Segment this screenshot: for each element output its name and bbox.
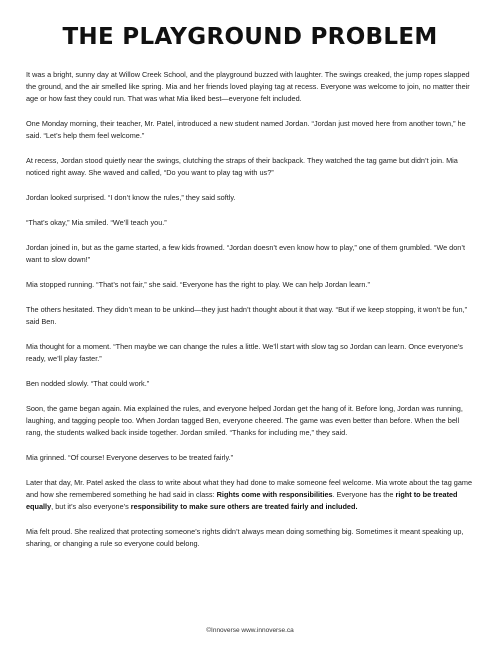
page-title: THE PLAYGROUND PROBLEM	[62, 24, 438, 50]
text-run: Mia stopped running. “That’s not fair,” she said. “Everyone has the right to play. We can help Jordan learn.”	[26, 280, 370, 289]
bold-phrase: Rights come with responsibilities	[216, 490, 333, 499]
text-run: , but it’s also everyone’s	[51, 502, 131, 511]
story-paragraph	[26, 192, 476, 204]
text-run: . Everyone has the	[332, 490, 396, 499]
story-paragraph	[26, 304, 476, 328]
story-paragraph	[26, 217, 476, 229]
text-run: Ben nodded slowly. “That could work.”	[26, 379, 150, 388]
bold-phrase: responsibility to make sure others are treated fairly and included.	[130, 502, 358, 511]
text-run: Jordan joined in, but as the game started, a few kids frowned. “Jordan doesn’t even know how to play,” one of them grumbled. “We don’t want to slow down!”	[26, 243, 466, 264]
story-paragraph	[26, 279, 476, 291]
story-paragraph	[26, 69, 476, 105]
story-paragraph	[26, 452, 476, 464]
text-run: One Monday morning, their teacher, Mr. Patel, introduced a new student named Jordan. “Jordan just moved here from another town,” he said. “Let’s help them feel welcome.”	[26, 119, 466, 140]
text-run: Mia grinned. “Of course! Everyone deserves to be treated fairly.”	[26, 453, 234, 462]
story-body	[26, 69, 476, 563]
story-paragraph	[26, 118, 476, 142]
text-run: Jordan looked surprised. “I don’t know the rules,” they said softly.	[26, 193, 236, 202]
text-run: “That’s okay,” Mia smiled. “We’ll teach you.”	[26, 218, 167, 227]
text-run: Soon, the game began again. Mia explained the rules, and everyone helped Jordan get the hang of it. Before long, Jordan was running, laughing, and tagging people too. When Jordan tagged Ben, everyone cheered. The game was even better than before. When the bell rang, the students walked back inside together. Jordan smiled. “Thanks for including me,” they said.	[26, 404, 463, 437]
story-paragraph	[26, 341, 476, 365]
text-run: Mia felt proud. She realized that protecting someone’s rights didn’t always mean doing something big. Sometimes it meant speaking up, sharing, or changing a rule so everyone could belong.	[26, 527, 464, 548]
story-paragraph	[26, 378, 476, 390]
text-run: It was a bright, sunny day at Willow Creek School, and the playground buzzed with laughter. The swings creaked, the jump ropes slapped the ground, and the air smelled like spring. Mia and her friends loved playing tag at recess. Everyone was welcome to join, no matter their age or how fast they could run. That was what Mia liked best—everyone felt included.	[26, 70, 470, 103]
story-paragraph	[26, 477, 476, 513]
story-paragraph	[26, 403, 476, 439]
story-paragraph	[26, 155, 476, 179]
text-run: The others hesitated. They didn’t mean to be unkind—they just hadn’t thought about it that way. “But if we keep stopping, it won’t be fun,” said Ben.	[26, 305, 468, 326]
page-footer: ©Innoverse www.innoverse.ca	[206, 627, 294, 634]
text-run: Mia thought for a moment. “Then maybe we can change the rules a little. We’ll start with slow tag so Jordan can learn. Once everyone’s ready, we’ll play faster.”	[26, 342, 463, 363]
story-paragraph	[26, 242, 476, 266]
bold-phrase: right to be treated equally	[26, 490, 458, 511]
text-run: At recess, Jordan stood quietly near the swings, clutching the straps of their backpack. They watched the tag game but didn’t join. Mia noticed right away. She waved and called, “Do you want to play tag with us?”	[26, 156, 458, 177]
text-run: Later that day, Mr. Patel asked the class to write about what they had done to make someone feel welcome. Mia wrote about the tag game and how she remembered something he had said in class:	[26, 478, 473, 499]
story-paragraph	[26, 526, 476, 550]
